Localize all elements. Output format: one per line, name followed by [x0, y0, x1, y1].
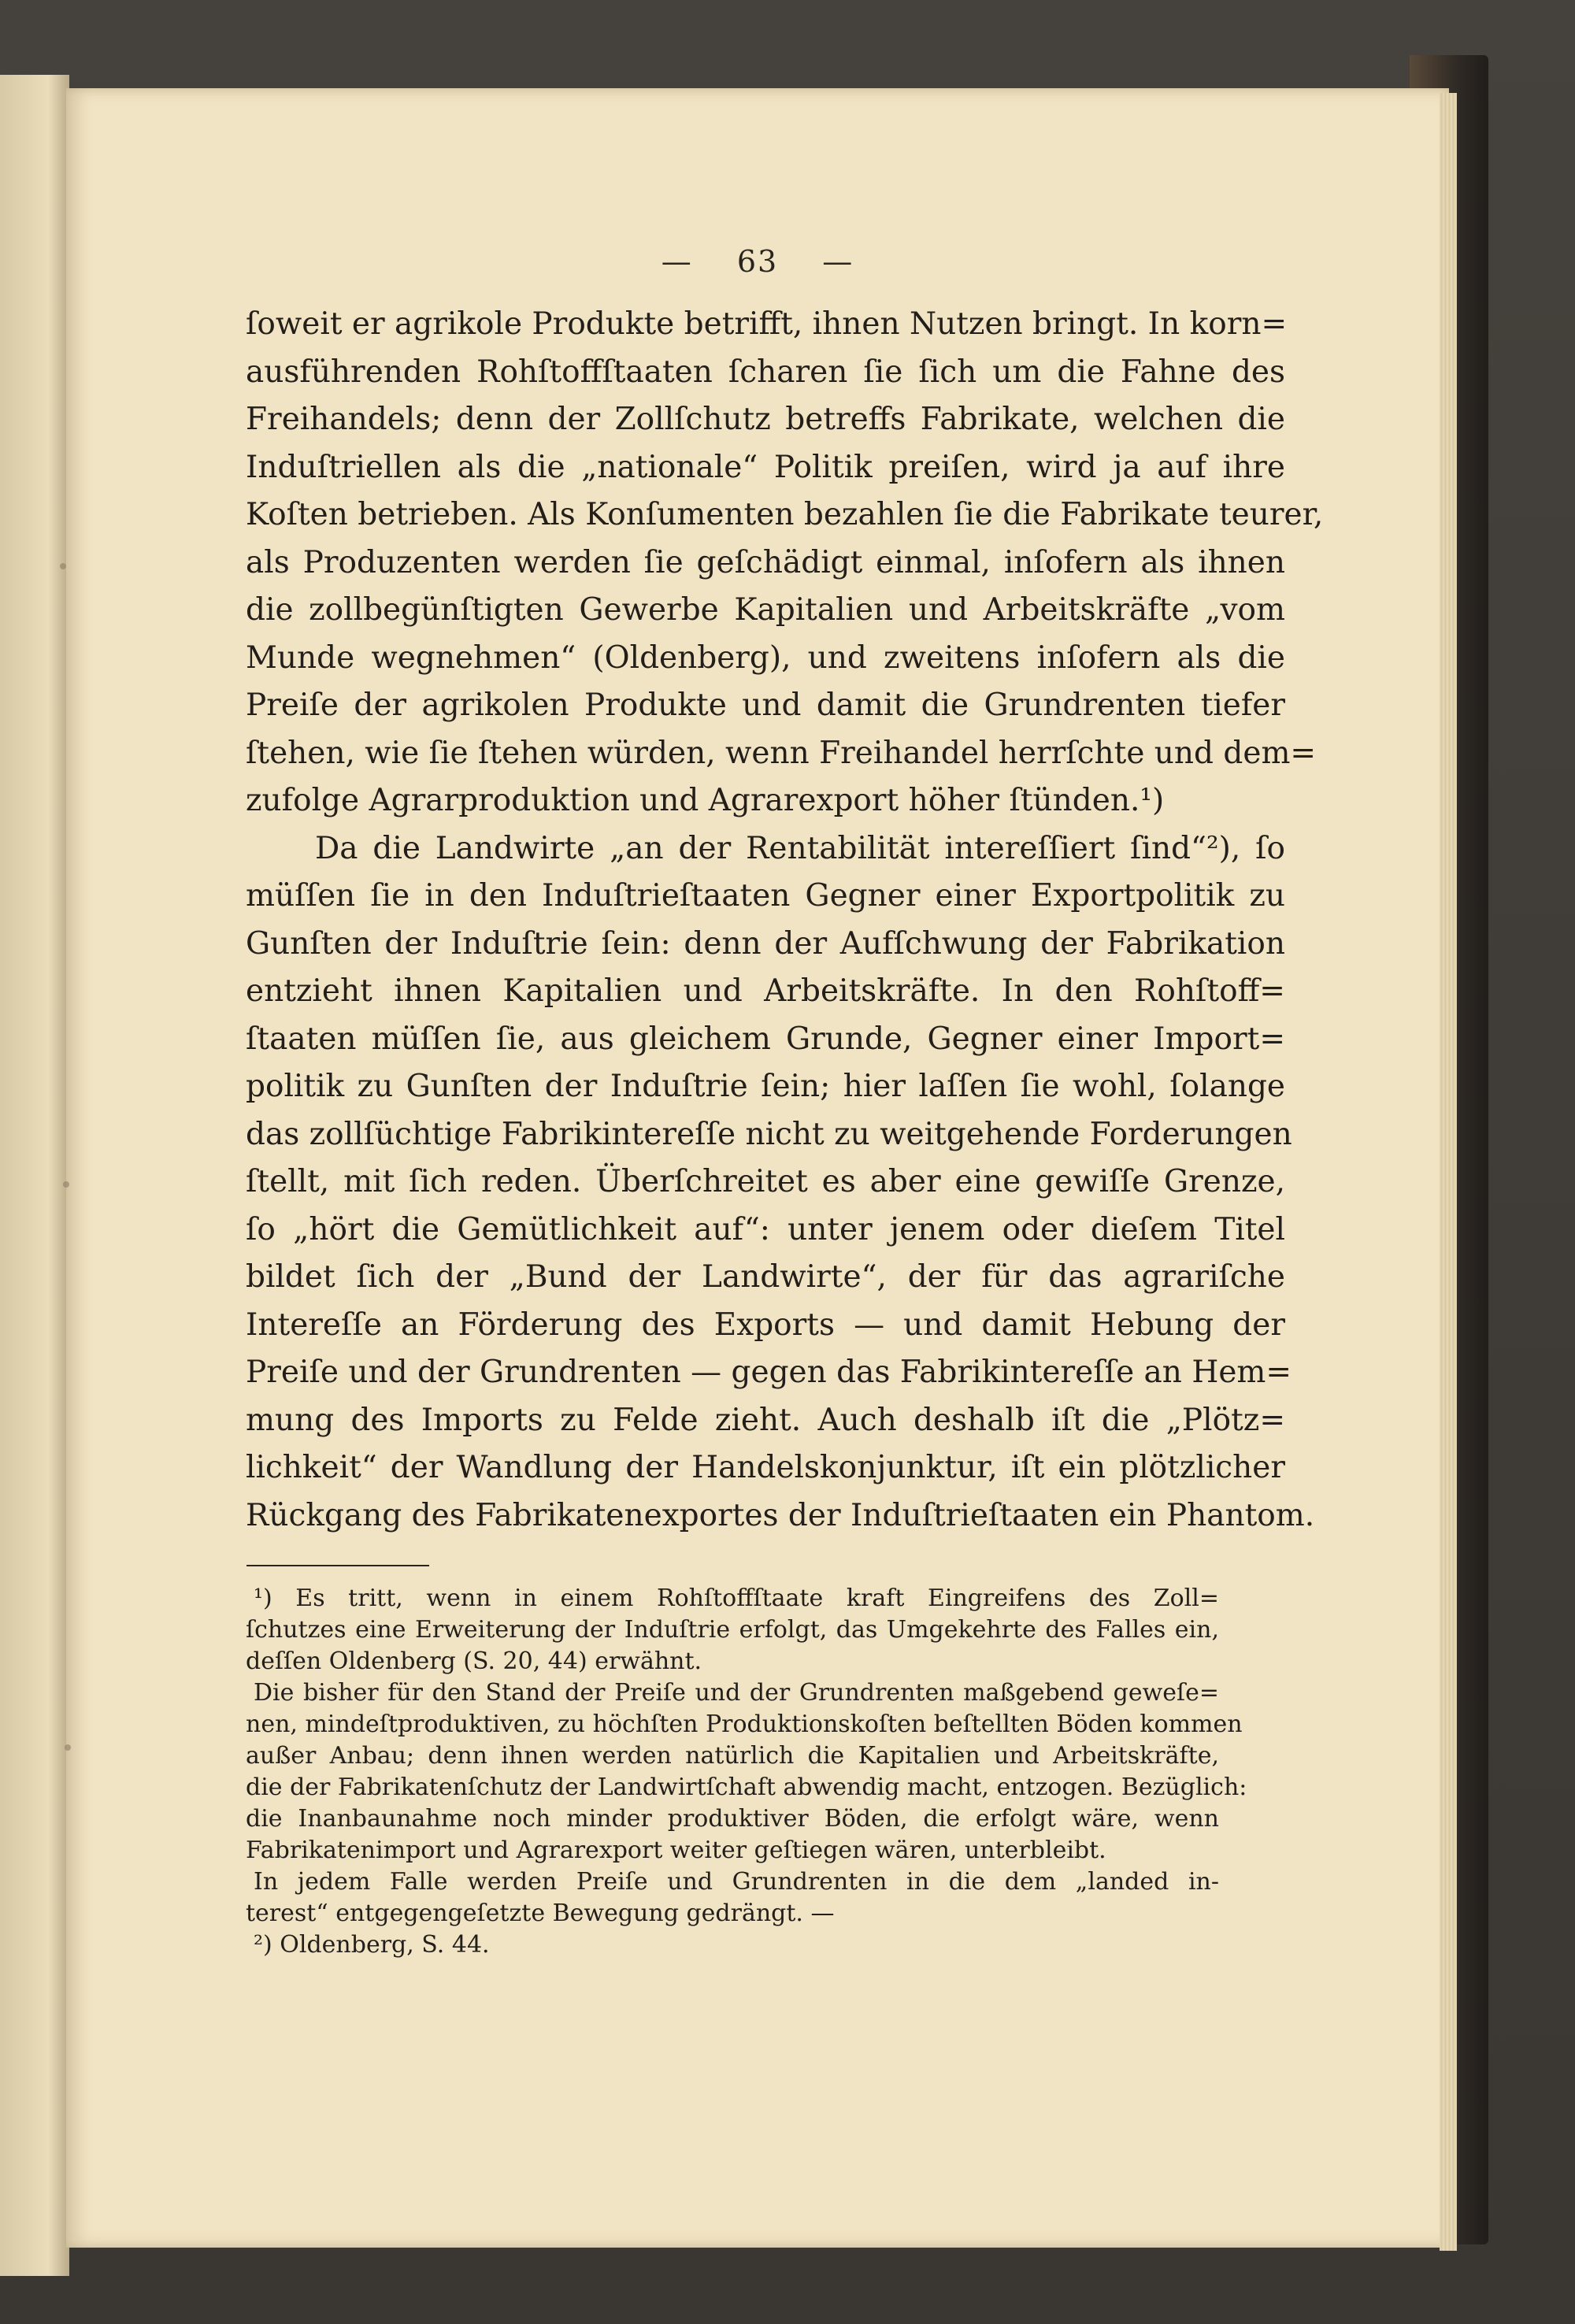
- text-line: ſtellt, mit ſich reden. Überſchreitet es aber eine gewiſſe Grenze,: [246, 1164, 1285, 1199]
- footnote-2: [246, 1929, 1219, 1961]
- footnote-line: Fabrikatenimport und Agrarexport weiter geſtiegen wären, unterbleibt.: [246, 1837, 1106, 1864]
- header-dash-right: —: [822, 244, 854, 279]
- text-line: ſoweit er agrikole Produkte betrifft, ihnen Nutzen bringt. In korn=: [246, 306, 1288, 342]
- text-line: Munde wegnehmen“ (Oldenberg), und zweitens inſofern als die: [246, 639, 1285, 676]
- footnote-line: In jedem Falle werden Preiſe und Grundrenten in die dem „landed in-: [254, 1868, 1219, 1896]
- text-line: Preiſe der agrikolen Produkte und damit die Grundrenten tiefer: [246, 688, 1285, 723]
- footnote-line: ¹) Es tritt, wenn in einem Rohſtoffſtaate kraft Eingreifens des Zoll=: [254, 1585, 1219, 1612]
- text-line: ausführenden Rohſtoffſtaaten ſcharen ſie ſich um die Fahne des: [246, 354, 1285, 390]
- footnote-1: [246, 1583, 1247, 1929]
- footnote-line: außer Anbau; denn ihnen werden natürlich die Kapitalien und Arbeitskräfte,: [246, 1742, 1219, 1770]
- text-line: die zollbegünſtigten Gewerbe Kapitalien und Arbeitskräfte „vom: [246, 592, 1285, 628]
- footnote-line: die Inanbaunahme noch minder produktiver Böden, die erfolgt wäre, wenn: [246, 1805, 1219, 1833]
- previous-page-edge: [0, 75, 69, 2276]
- text-line: Induſtriellen als die „nationale“ Politik preiſen, wird ja auf ihre: [246, 449, 1285, 485]
- margin-mark: [63, 1181, 69, 1188]
- text-line: Rückgang des Fabrikatenexportes der Induſtrieſtaaten ein Phantom.: [246, 1497, 1315, 1533]
- text-line: Gunſten der Induſtrie ſein: denn der Aufſchwung der Fabrikation: [246, 925, 1285, 962]
- text-line: entzieht ihnen Kapitalien und Arbeitskräfte. In den Rohſtoff=: [246, 973, 1285, 1009]
- footnote-line: Die bisher für den Stand der Preiſe und der Grundrenten maßgebend geweſe=: [254, 1679, 1219, 1707]
- text-line: ſtaaten müſſen ſie, aus gleichem Grunde, Gegner einer Import=: [246, 1021, 1285, 1057]
- main-text: [246, 301, 1324, 1540]
- page-number: 63: [736, 244, 779, 279]
- text-line: als Produzenten werden ſie geſchädigt einmal, inſofern als ihnen: [246, 544, 1285, 580]
- margin-mark: [60, 563, 66, 569]
- paragraph-1: [246, 301, 1324, 825]
- text-line: ſo „hört die Gemütlichkeit auf“: unter jenem oder dieſem Titel: [246, 1211, 1285, 1247]
- text-line: lichkeit“ der Wandlung der Handelskonjunktur, iſt ein plötzlicher: [246, 1450, 1285, 1485]
- text-line: Preiſe und der Grundrenten — gegen das Fabrikintereſſe an Hem=: [246, 1355, 1292, 1390]
- text-line: das zollſüchtige Fabrikintereſſe nicht zu weitgehende Forderungen: [246, 1116, 1292, 1152]
- text-line: bildet ſich der „Bund der Landwirte“, der für das agrariſche: [246, 1259, 1285, 1295]
- text-line: Koſten betrieben. Als Konſumenten bezahlen ſie die Fabrikate teurer,: [246, 497, 1324, 532]
- footnote-line: die der Fabrikatenſchutz der Landwirtſchaft abwendig macht, entzogen. Bezüglich:: [246, 1774, 1247, 1801]
- footnotes: [246, 1583, 1247, 1961]
- text-line: zufolge Agrarproduktion und Agrarexport höher ſtünden.¹): [246, 783, 1165, 818]
- page-header: [66, 244, 1449, 291]
- text-line: müſſen ſie in den Induſtrieſtaaten Gegner einer Exportpolitik zu: [246, 878, 1285, 914]
- text-line: mung des Imports zu Felde zieht. Auch deshalb iſt die „Plötz=: [246, 1402, 1285, 1438]
- footnote-line: ²) Oldenberg, S. 44.: [254, 1931, 490, 1959]
- text-line: Freihandels; denn der Zollſchutz betreffs Fabrikate, welchen die: [246, 402, 1285, 437]
- text-line: politik zu Gunſten der Induſtrie ſein; hier laſſen ſie wohl, ſolange: [246, 1069, 1285, 1104]
- page-stack-edge: [1440, 93, 1457, 2251]
- text-line: Intereſſe an Förderung des Exports — und damit Hebung der: [246, 1307, 1285, 1343]
- footnote-line: deſſen Oldenberg (S. 20, 44) erwähnt.: [246, 1648, 702, 1675]
- footnote-line: ſchutzes eine Erweiterung der Induſtrie erfolgt, das Umgekehrte des Falles ein,: [246, 1616, 1219, 1644]
- footnote-line: nen, mindeſtproduktiven, zu höchſten Produktionskoſten beſtellten Böden kommen: [246, 1711, 1243, 1738]
- margin-mark: [65, 1744, 71, 1751]
- footnote-line: terest“ entgegengeſetzte Bewegung gedrängt. —: [246, 1900, 835, 1927]
- paragraph-2: [246, 825, 1315, 1540]
- header-dash-left: —: [661, 244, 693, 279]
- text-line: Da die Landwirte „an der Rentabilität intereſſiert ſind“²), ſo: [315, 830, 1285, 866]
- footnote-separator: [246, 1565, 429, 1566]
- text-line: ſtehen, wie ſie ſtehen würden, wenn Freihandel herrſchte und dem=: [246, 735, 1317, 771]
